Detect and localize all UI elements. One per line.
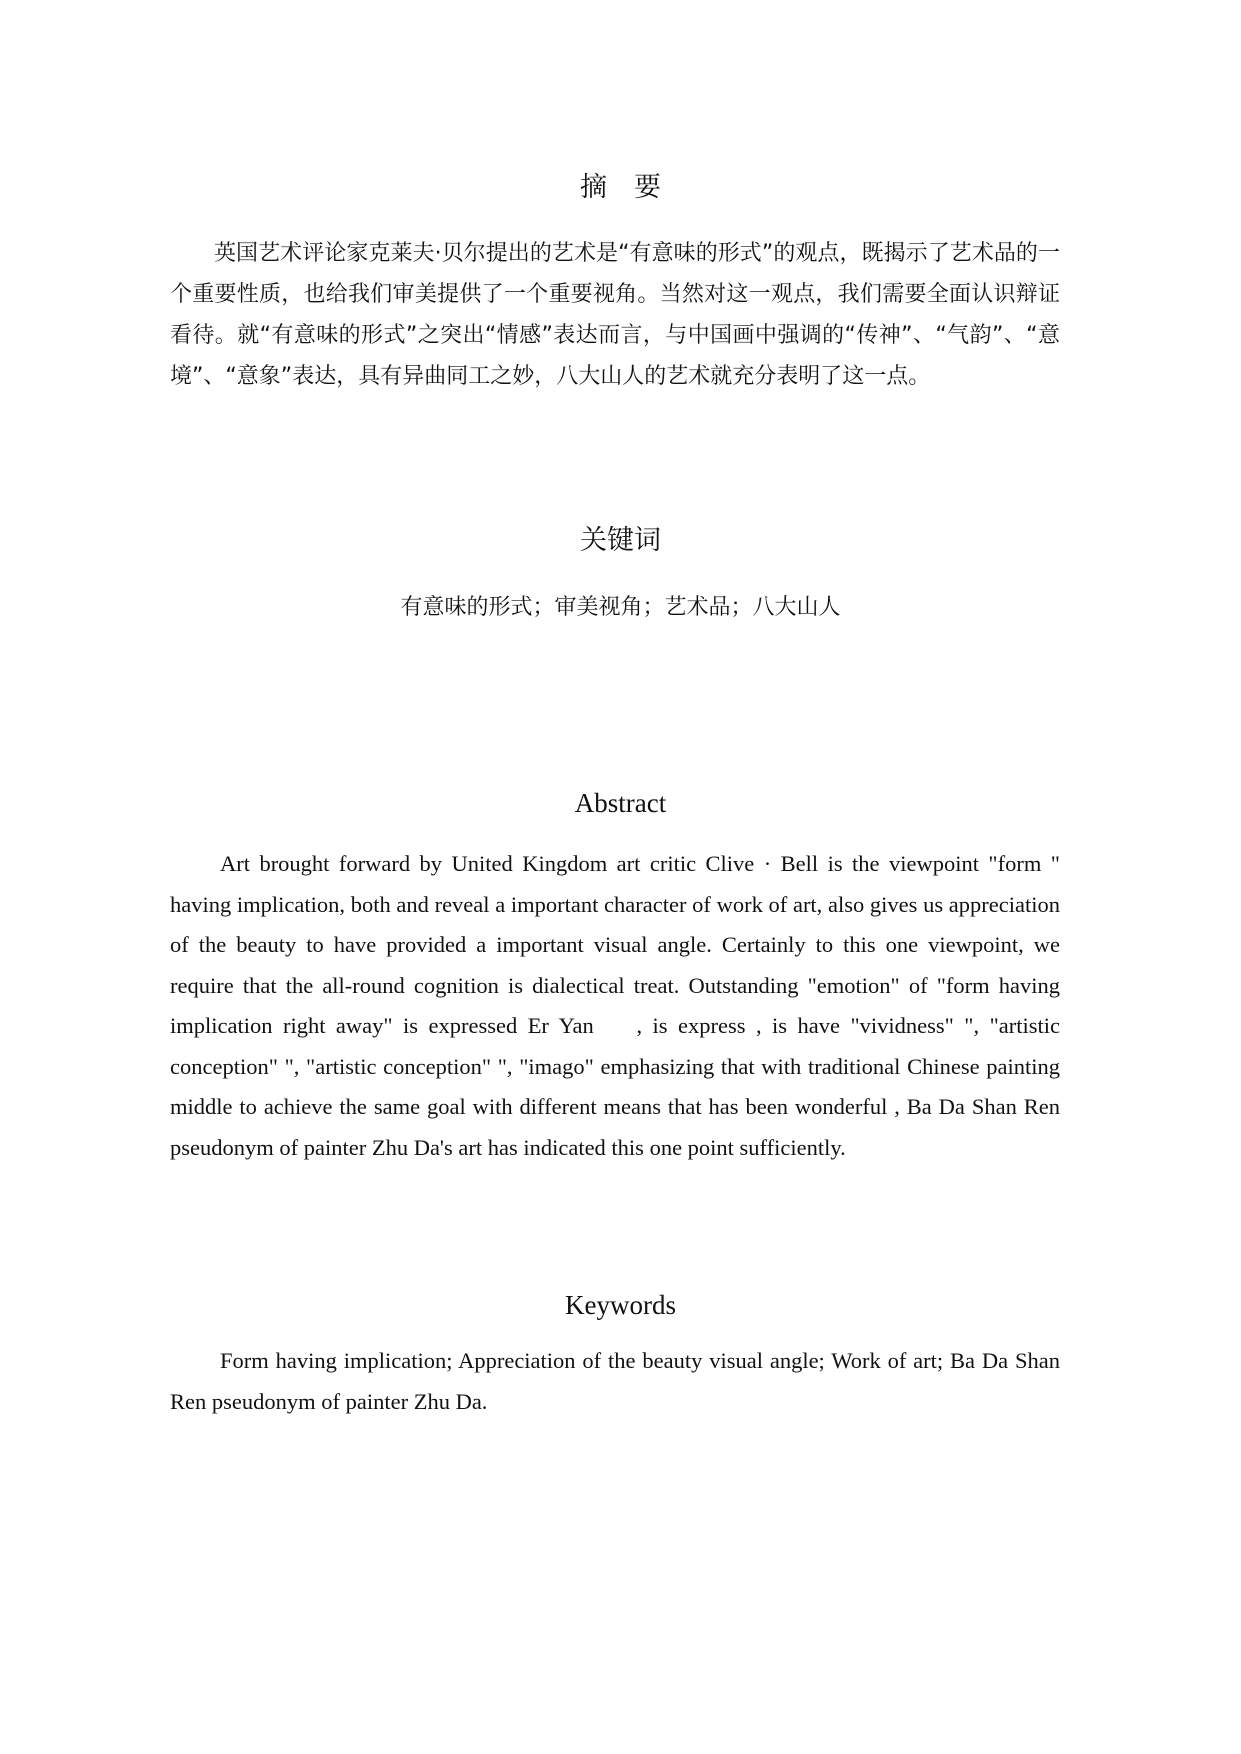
chinese-abstract-body: 英国艺术评论家克莱夫·贝尔提出的艺术是“有意味的形式”的观点，既揭示了艺术品的一个重要性质，也给我们审美提供了一个重要视角。当然对这一观点，我们需要全面认识辩证看待。就“有意味的形式”之突出“情感”表达而言，与中国画中强调的“传神”、“气韵”、“意境”、“意象”表达，具有异曲同工之妙，八大山人的艺术就充分表明了这一点。 (170, 241, 1060, 389)
chinese-keywords-body: 有意味的形式；审美视角；艺术品；八大山人 (400, 595, 841, 620)
english-keywords-heading: Keywords (565, 1290, 676, 1320)
english-abstract-section (170, 844, 1060, 1168)
chinese-keywords-heading: 关键词 (580, 525, 661, 556)
english-keywords-body: Form having implication; Appreciation of the beauty visual angle; Work of art; Ba Da Shan Ren pseudonym of painter Zhu Da. (170, 1348, 1060, 1414)
english-abstract-heading: Abstract (574, 788, 667, 818)
english-keywords-section (170, 1341, 1060, 1422)
chinese-abstract-heading: 摘 要 (580, 172, 661, 203)
english-abstract-body: Art brought forward by United Kingdom art critic Clive · Bell is the viewpoint "form " having implication, both and reveal a important character of work of art, also gives us appreciation of the beauty to have provided a important visual angle. Certainly to this one viewpoint, we require that the all-round cognition is dialectical treat. Outstanding "emotion" of "form having implication right away" is expressed Er Yan , is express , is have "vividness" ", "artistic conception" ", "artistic conception" ", "imago" emphasizing that with traditional Chinese painting middle to achieve the same goal with different means that has been wonderful , Ba Da Shan Ren pseudonym of painter Zhu Da's art has indicated this one point sufficiently. (170, 851, 1060, 1160)
chinese-abstract-section (170, 233, 1060, 397)
